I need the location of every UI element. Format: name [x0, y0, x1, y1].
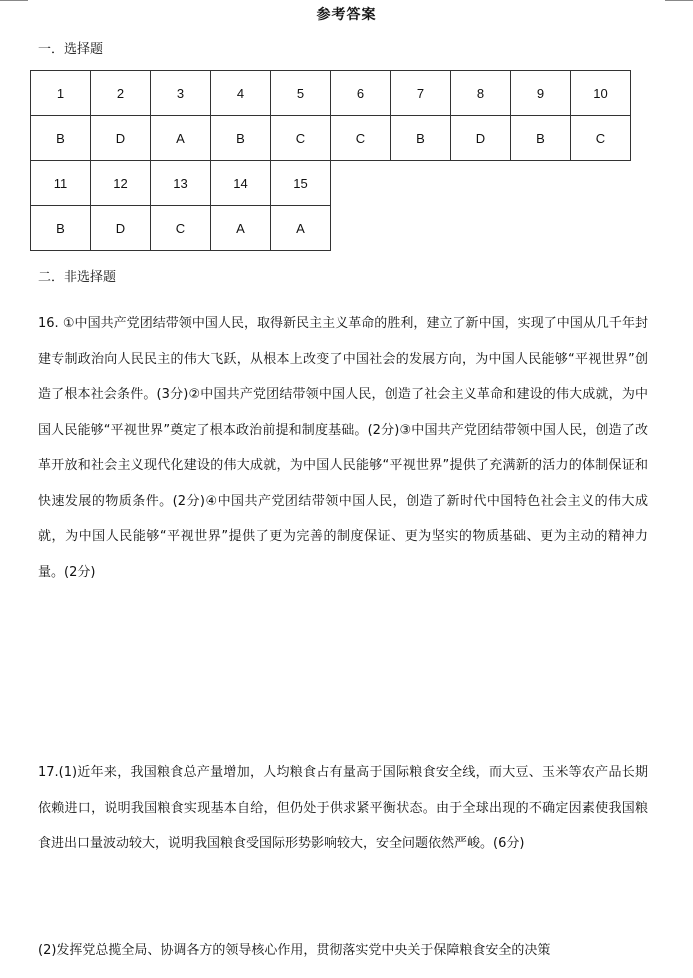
empty-cell	[391, 206, 451, 251]
answer-paragraph-q17-part2: (2)发挥党总揽全局、协调各方的领导核心作用，贯彻落实党中央关于保障粮食安全的决策	[38, 943, 551, 958]
answer-cell: A	[271, 206, 331, 251]
answer-table	[30, 70, 631, 251]
question-number-cell: 1	[31, 71, 91, 116]
question-number-cell: 11	[31, 161, 91, 206]
answer-paragraph-q17-part1: 17.(1)近年来，我国粮食总产量增加，人均粮食占有量高于国际粮食安全线，而大豆、玉米等农产品长期依赖进口，说明我国粮食实现基本自给，但仍处于供求紧平衡状态。由于全球出现的不确定因素使我国粮食进出口量波动较大，说明我国粮食受国际形势影响较大，安全问题依然严峻。(6分)	[38, 765, 648, 851]
answer-cell: B	[511, 116, 571, 161]
table-row	[31, 161, 631, 206]
question-number-cell: 12	[91, 161, 151, 206]
answer-cell: B	[391, 116, 451, 161]
question-number-cell: 2	[91, 71, 151, 116]
question-number-cell: 13	[151, 161, 211, 206]
table-row	[31, 116, 631, 161]
page-corner-mark-left	[0, 0, 28, 1]
page-title: 参考答案	[316, 7, 377, 23]
answer-cell: D	[451, 116, 511, 161]
question-number-cell: 3	[151, 71, 211, 116]
empty-cell	[451, 206, 511, 251]
question-number-cell: 9	[511, 71, 571, 116]
answer-cell: D	[91, 206, 151, 251]
question-number-cell: 8	[451, 71, 511, 116]
answer-paragraph-q16: 16. ①中国共产党团结带领中国人民，取得新民主主义革命的胜利，建立了新中国，实现了中国从几千年封建专制政治向人民民主的伟大飞跃，从根本上改变了中国社会的发展方向，为中国人民能够“平视世界”创造了根本社会条件。(3分)②中国共产党团结带领中国人民，创造了社会主义革命和建设的伟大成就，为中国人民能够“平视世界”奠定了根本政治前提和制度基础。(2分)③中国共产党团结带领中国人民，创造了改革开放和社会主义现代化建设的伟大成就，为中国人民能够“平视世界”提供了充满新的活力的体制保证和快速发展的物质条件。(2分)④中国共产党团结带领中国人民，创造了新时代中国特色社会主义的伟大成就，为中国人民能够“平视世界”提供了更为完善的制度保证、更为坚实的物质基础、更为主动的精神力量。(2分)	[38, 316, 648, 580]
empty-cell	[511, 206, 571, 251]
question-number-cell: 5	[271, 71, 331, 116]
empty-cell	[511, 161, 571, 206]
question-number-cell: 15	[271, 161, 331, 206]
question-number-cell: 4	[211, 71, 271, 116]
empty-cell	[331, 206, 391, 251]
answer-cell: B	[31, 116, 91, 161]
empty-cell	[571, 161, 631, 206]
answer-cell: B	[211, 116, 271, 161]
section-multiple-choice-heading: 一．选择题	[38, 42, 104, 57]
section-open-questions-heading: 二．非选择题	[38, 270, 117, 285]
empty-cell	[571, 206, 631, 251]
answer-cell: C	[571, 116, 631, 161]
answer-cell: A	[211, 206, 271, 251]
table-row	[31, 206, 631, 251]
question-number-cell: 7	[391, 71, 451, 116]
question-number-cell: 10	[571, 71, 631, 116]
question-number-cell: 6	[331, 71, 391, 116]
answer-cell: C	[151, 206, 211, 251]
answer-cell: B	[31, 206, 91, 251]
answer-cell: D	[91, 116, 151, 161]
page-corner-mark-right	[665, 0, 693, 1]
empty-cell	[451, 161, 511, 206]
answer-cell: A	[151, 116, 211, 161]
answer-cell: C	[331, 116, 391, 161]
table-row	[31, 71, 631, 116]
empty-cell	[391, 161, 451, 206]
empty-cell	[331, 161, 391, 206]
question-number-cell: 14	[211, 161, 271, 206]
answer-cell: C	[271, 116, 331, 161]
